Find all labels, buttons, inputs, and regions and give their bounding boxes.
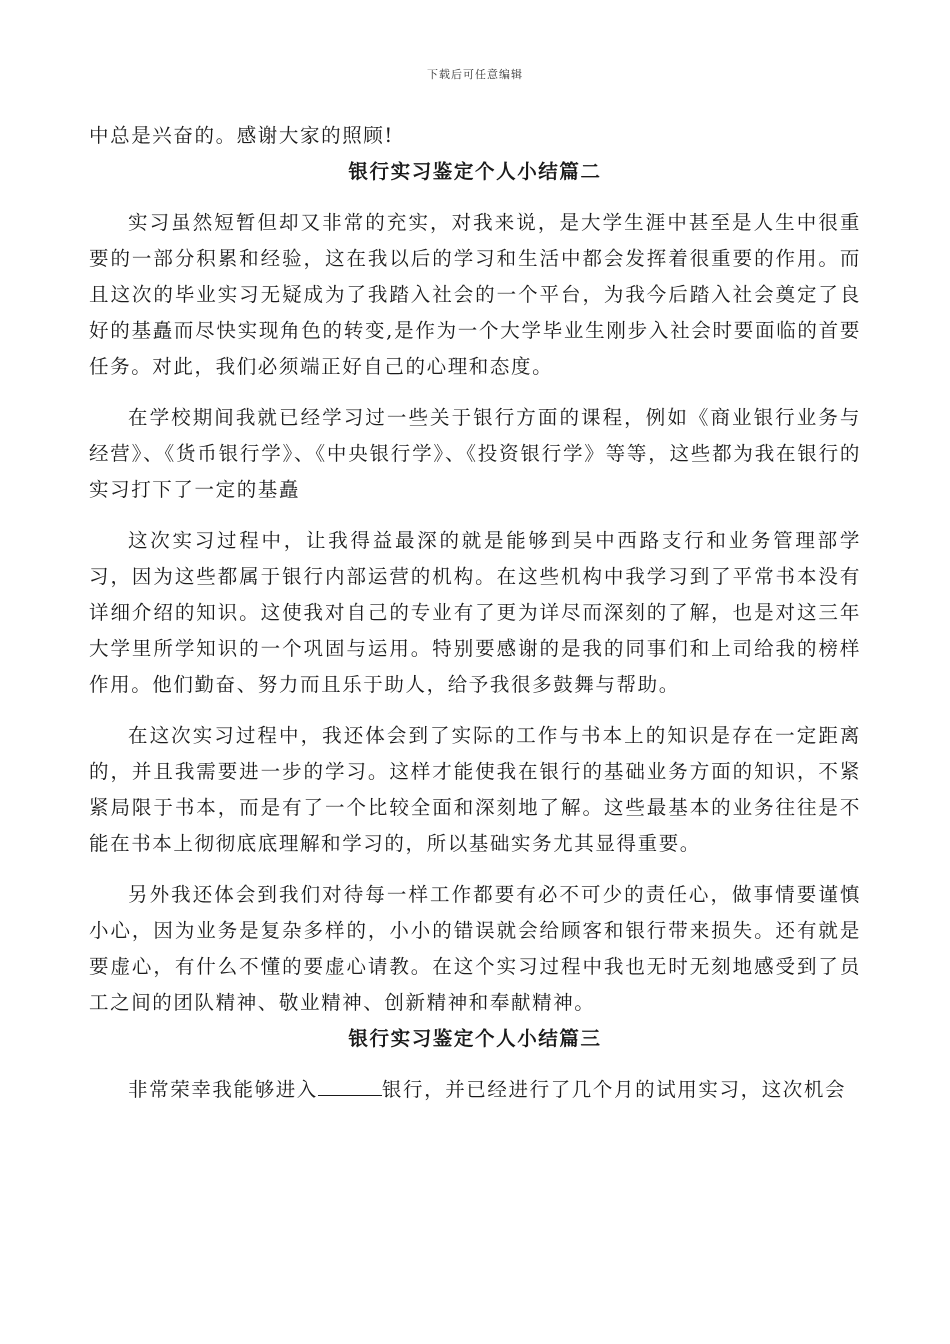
section-3-text-before-blank: 非常荣幸我能够进入 — [128, 1078, 318, 1101]
section-3-paragraph-1 — [89, 1072, 861, 1108]
header-note: 下载后可任意编辑 — [427, 68, 523, 81]
fill-in-blank — [318, 1077, 382, 1096]
document-body — [89, 118, 861, 1108]
section-2-paragraph-1: 实习虽然短暂但却又非常的充实，对我来说，是大学生涯中甚至是人生中很重要的一部分积累和经验，这在我以后的学习和生活中都会发挥着很重要的作用。而且这次的毕业实习无疑成为了我踏入社会的一个平台，为我今后踏入社会奠定了良好的基矗而尽快实现角色的转变,是作为一个大学毕业生刚步入社会时要面临的首要任务。对此，我们必须端正好自己的心理和态度。 — [89, 211, 861, 378]
section-2-title: 银行实习鉴定个人小结篇二 — [348, 160, 602, 183]
section-2-paragraph-4: 在这次实习过程中，我还体会到了实际的工作与书本上的知识是存在一定距离的，并且我需要进一步的学习。这样才能使我在银行的基础业务方面的知识，不紧紧局限于书本，而是有了一个比较全面和深刻地了解。这些最基本的业务往往是不能在书本上彻彻底底理解和学习的，所以基础实务尤其显得重要。 — [89, 724, 861, 855]
section-2-paragraph-5: 另外我还体会到我们对待每一样工作都要有必不可少的责任心，做事情要谨慎小心，因为业务是复杂多样的，小小的错误就会给顾客和银行带来损失。还有就是要虚心，有什么不懂的要虚心请教。在这个实习过程中我也无时无刻地感受到了员工之间的团队精神、敬业精神、创新精神和奉献精神。 — [89, 883, 861, 1014]
intro-continuation: 中总是兴奋的。感谢大家的照顾! — [89, 124, 394, 147]
section-3-title: 银行实习鉴定个人小结篇三 — [348, 1027, 602, 1050]
section-2-paragraph-3: 这次实习过程中，让我得益最深的就是能够到吴中西路支行和业务管理部学习，因为这些都属于银行内部运营的机构。在这些机构中我学习到了平常书本没有详细介绍的知识。这使我对自己的专业有了更为详尽而深刻的了解，也是对这三年大学里所学知识的一个巩固与运用。特别要感谢的是我的同事们和上司给我的榜样作用。他们勤奋、努力而且乐于助人，给予我很多鼓舞与帮助。 — [89, 529, 861, 696]
section-2-paragraph-2: 在学校期间我就已经学习过一些关于银行方面的课程，例如《商业银行业务与经营》、《货币银行学》、《中央银行学》、《投资银行学》等等，这些都为我在银行的实习打下了一定的基矗 — [89, 406, 861, 501]
section-3-text-after-blank: 银行，并已经进行了几个月的试用实习，这次机会 — [381, 1078, 847, 1101]
